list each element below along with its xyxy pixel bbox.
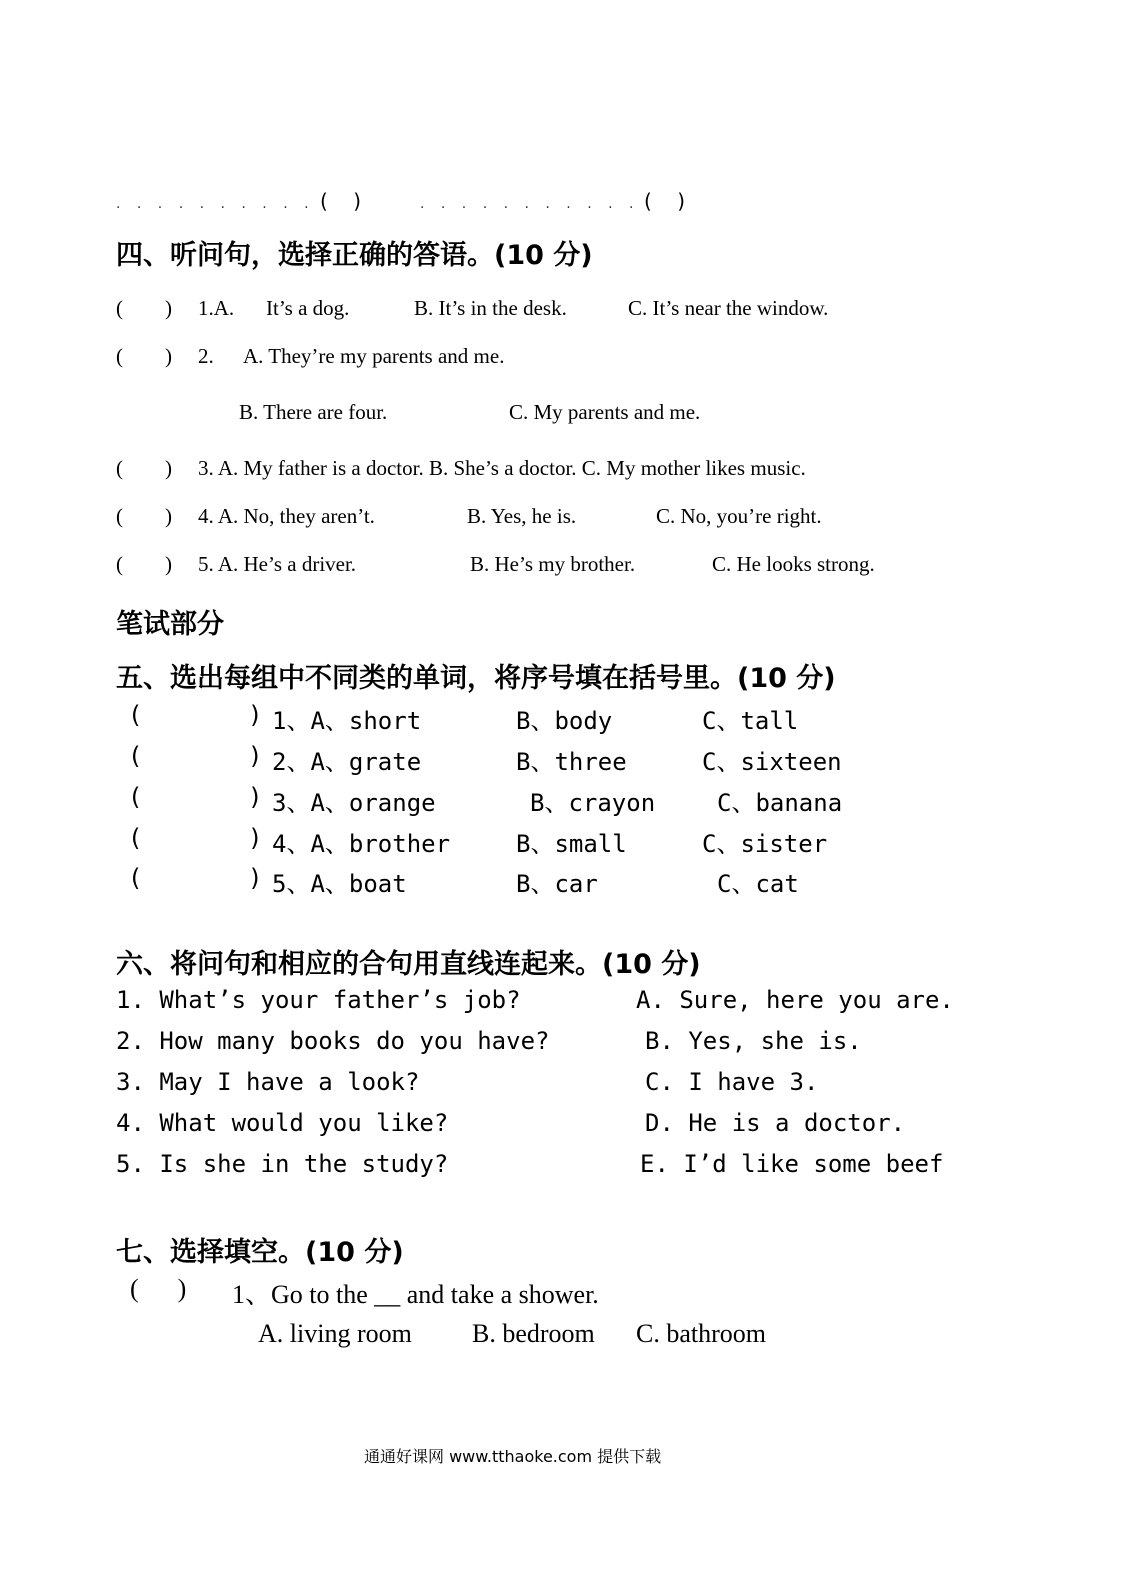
s6-answer-b: B. Yes, she is. xyxy=(645,1027,862,1055)
top-bracket-left: ( ) xyxy=(320,189,362,213)
s4-q5-option-b: B. He’s my brother. xyxy=(470,552,636,576)
s7-option-b: B. bedroom xyxy=(472,1319,595,1348)
top-dots-left: . . . . . . . . . . xyxy=(116,196,315,212)
s4-q5-option-a: 5. A. He’s a driver. xyxy=(198,552,357,576)
s4-q1-option-c: C. It’s near the window. xyxy=(628,296,829,320)
s7-q1-bracket: ( ) xyxy=(130,1274,187,1303)
s4-q4-option-c: C. No, you’re right. xyxy=(656,504,822,528)
s6-question-3: 3. May I have a look? xyxy=(116,1068,420,1096)
s5-row-4-option-a: 4、A、brother xyxy=(272,830,451,858)
s5-row-2-option-c: C、sixteen xyxy=(702,748,842,776)
section-4-heading: 四、听问句，选择正确的答语。(10 分) xyxy=(116,240,593,271)
s5-row-4-open: ( xyxy=(128,824,143,852)
s4-q3-bracket: ( ) xyxy=(116,456,172,480)
s5-row-3-option-c: C、banana xyxy=(717,789,843,817)
s5-row-4-option-c: C、sister xyxy=(702,830,828,858)
s4-q5-option-c: C. He looks strong. xyxy=(712,552,875,576)
s5-row-3-option-b: B、crayon xyxy=(530,789,656,817)
s5-row-2-close: ) xyxy=(248,742,263,770)
s5-row-4-close: ) xyxy=(248,824,263,852)
s6-question-2: 2. How many books do you have? xyxy=(116,1027,550,1055)
s6-question-5: 5. Is she in the study? xyxy=(116,1150,449,1178)
s5-row-5-option-b: B、car xyxy=(516,870,598,898)
s4-q2-number: 2. xyxy=(198,344,214,368)
s6-answer-e: E. I’d like some beef xyxy=(640,1150,944,1178)
s4-q5-bracket: ( ) xyxy=(116,552,172,576)
footer-credit: 通通好课网 www.tthaoke.com 提供下载 xyxy=(364,1447,662,1466)
s6-question-4: 4. What would you like? xyxy=(116,1109,449,1137)
s4-q1-number: 1.A. xyxy=(198,296,235,320)
s5-row-2-option-b: B、three xyxy=(516,748,627,776)
s5-row-5-option-a: 5、A、boat xyxy=(272,870,407,898)
s4-q1-option-b: B. It’s in the desk. xyxy=(414,296,567,320)
s4-q3-text: 3. A. My father is a doctor. B. She’s a doctor. C. My mother likes music. xyxy=(198,456,806,480)
s5-row-5-option-c: C、cat xyxy=(717,870,799,898)
s6-question-1: 1. What’s your father’s job? xyxy=(116,986,521,1014)
top-dots-right: . . . . . . . . . . . xyxy=(420,196,640,212)
s5-row-1-option-b: B、body xyxy=(516,707,613,735)
section-5-heading: 五、选出每组中不同类的单词，将序号填在括号里。(10 分) xyxy=(116,663,836,694)
s5-row-2-open: ( xyxy=(128,742,143,770)
s5-row-4-option-b: B、small xyxy=(516,830,627,858)
section-6-heading: 六、将问句和相应的合句用直线连起来。(10 分) xyxy=(116,949,701,980)
s5-row-3-option-a: 3、A、orange xyxy=(272,789,436,817)
s4-q2-option-a: A. They’re my parents and me. xyxy=(243,344,505,368)
s5-row-1-open: ( xyxy=(128,701,143,729)
s4-q2-option-b: B. There are four. xyxy=(239,400,388,424)
written-part-label: 笔试部分 xyxy=(116,609,224,640)
s4-q4-bracket: ( ) xyxy=(116,504,172,528)
s7-option-c: C. bathroom xyxy=(636,1319,766,1348)
s4-q1-option-a: It’s a dog. xyxy=(266,296,350,320)
section-7-heading: 七、选择填空。(10 分) xyxy=(116,1237,404,1268)
s5-row-2-option-a: 2、A、grate xyxy=(272,748,422,776)
s6-answer-d: D. He is a doctor. xyxy=(645,1109,906,1137)
s4-q4-option-b: B. Yes, he is. xyxy=(467,504,577,528)
s6-answer-c: C. I have 3. xyxy=(645,1068,819,1096)
s6-answer-a: A. Sure, here you are. xyxy=(636,986,954,1014)
s5-row-1-option-a: 1、A、short xyxy=(272,707,422,735)
s5-row-5-close: ) xyxy=(248,864,263,892)
s5-row-3-close: ) xyxy=(248,783,263,811)
top-bracket-right: ( ) xyxy=(644,189,686,213)
s4-q2-bracket: ( ) xyxy=(116,344,172,368)
s4-q1-bracket: ( ) xyxy=(116,296,172,320)
s7-q1-stem: 1、Go to the __ and take a shower. xyxy=(232,1280,599,1309)
s5-row-1-close: ) xyxy=(248,701,263,729)
s5-row-3-open: ( xyxy=(128,783,143,811)
s7-option-a: A. living room xyxy=(258,1319,412,1348)
s4-q2-option-c: C. My parents and me. xyxy=(509,400,701,424)
s5-row-5-open: ( xyxy=(128,864,143,892)
s4-q4-option-a: 4. A. No, they aren’t. xyxy=(198,504,375,528)
s5-row-1-option-c: C、tall xyxy=(702,707,799,735)
